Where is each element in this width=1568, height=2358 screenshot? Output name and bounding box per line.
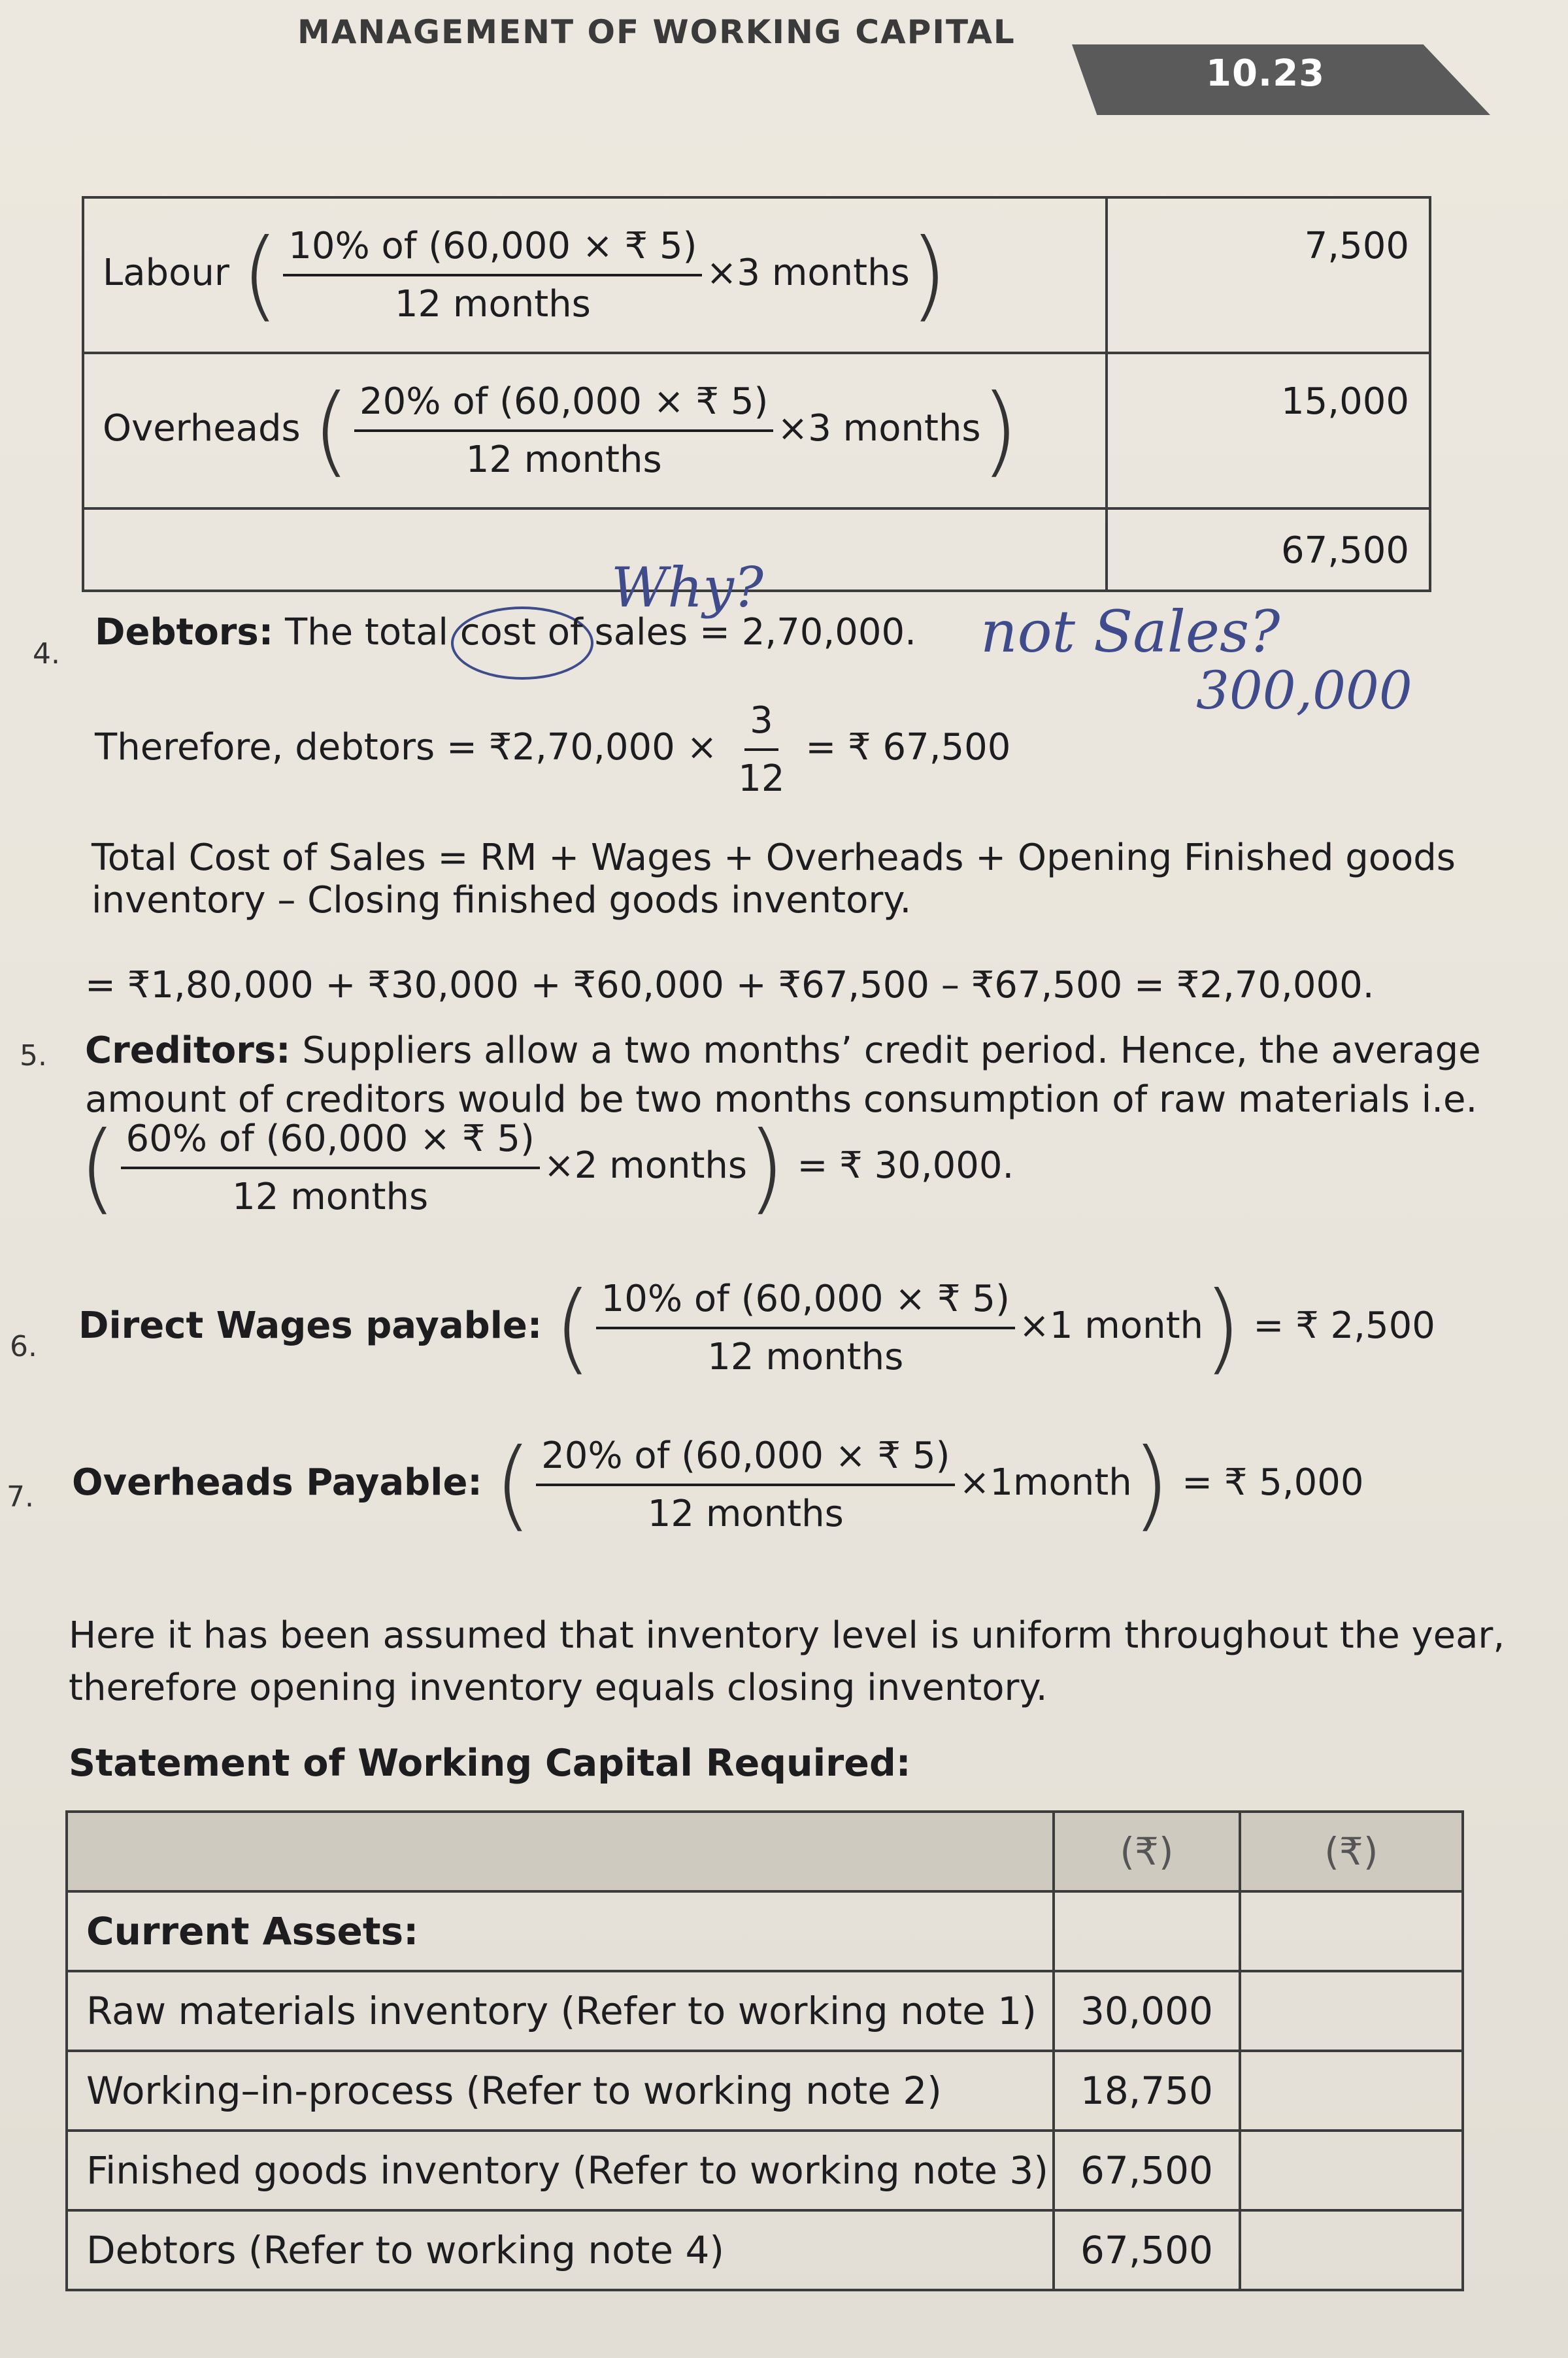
fraction-numerator: 20% of (60,000 × ₹ 5) [354, 380, 773, 432]
row-label: Finished goods inventory (Refer to working note 3) [67, 2131, 1054, 2210]
handwritten-not-sales: not Sales? [980, 598, 1280, 665]
item-number: 4. [33, 637, 60, 671]
section-heading: Current Assets: [86, 1909, 419, 1953]
fraction-denominator: 12 months [707, 1336, 904, 1378]
empty-cell [1240, 2210, 1463, 2290]
calc-prefix: Therefore, debtors = ₹2,70,000 × [95, 726, 718, 769]
page-number: 10.23 [1206, 52, 1326, 95]
column-header: (₹) [1054, 1812, 1240, 1891]
open-paren: ( [554, 1271, 592, 1385]
note-text: The total cost of sales = 2,70,000. [284, 611, 916, 654]
note-5-line-2: amount of creditors would be two months consumption of raw materials i.e. [85, 1078, 1478, 1121]
running-header-title: MANAGEMENT OF WORKING CAPITAL [297, 13, 1016, 51]
table-section-row [67, 1891, 1463, 1971]
column-header: (₹) [1240, 1812, 1463, 1891]
fraction [536, 1435, 955, 1535]
row-label: Raw materials inventory (Refer to working note 1) [67, 1971, 1054, 2051]
note-5-line-1 [85, 1029, 1481, 1072]
statement-table [65, 1810, 1464, 2291]
row-label-cell [83, 197, 1107, 353]
fraction-numerator: 20% of (60,000 × ₹ 5) [536, 1435, 955, 1486]
note-heading: Overheads Payable: [72, 1461, 482, 1504]
multiplier: ×3 months [706, 252, 910, 295]
open-paren: ( [493, 1428, 533, 1542]
empty-cell [1240, 1971, 1463, 2051]
table-row [67, 2131, 1463, 2210]
table-row [67, 2210, 1463, 2290]
table-row [83, 353, 1430, 508]
fraction-denominator: 12 months [394, 283, 591, 325]
row-amount: 67,500 [1054, 2131, 1240, 2210]
fraction-numerator: 10% of (60,000 × ₹ 5) [596, 1278, 1015, 1329]
formula-result: = ₹ 5,000 [1182, 1461, 1364, 1504]
multiplier: ×1 month [1018, 1304, 1204, 1348]
table-row [67, 1971, 1463, 2051]
note-heading: Direct Wages payable: [78, 1304, 542, 1348]
row-label: Labour [103, 252, 229, 295]
row-label: Overheads [103, 407, 301, 450]
fraction-denominator: 12 [738, 757, 785, 800]
item-number: 5. [20, 1039, 47, 1072]
empty-cell [1240, 2131, 1463, 2210]
row-amount: 7,500 [1107, 197, 1430, 353]
close-paren: ) [1131, 1428, 1171, 1542]
fraction-denominator: 12 months [232, 1176, 429, 1218]
fraction [354, 380, 773, 481]
fraction [121, 1118, 540, 1218]
cost-of-sales-line-2: inventory – Closing finished goods inventory. [92, 879, 912, 922]
item-number: 7. [7, 1480, 34, 1514]
close-paren: ) [1203, 1271, 1242, 1385]
handwritten-why: Why? [611, 556, 763, 620]
note-heading: Debtors: [95, 611, 274, 654]
cost-of-sales-line-1: Total Cost of Sales = RM + Wages + Overheads + Opening Finished goods [92, 837, 1456, 879]
direct-wages-formula [78, 1271, 1435, 1385]
fraction [283, 225, 702, 325]
item-number: 6. [10, 1330, 37, 1363]
multiplier: ×1month [959, 1461, 1132, 1504]
fraction-numerator: 60% of (60,000 × ₹ 5) [121, 1118, 540, 1169]
row-label: Working–in-process (Refer to working note 2) [67, 2051, 1054, 2131]
section-label [67, 1891, 1054, 1971]
table-row [67, 2051, 1463, 2131]
fraction-numerator: 3 [744, 699, 778, 751]
working-note-3-table [82, 196, 1431, 592]
table-header-row [67, 1812, 1463, 1891]
fraction-denominator: 12 months [465, 439, 662, 481]
creditors-formula [78, 1111, 1014, 1225]
empty-cell [1054, 1891, 1240, 1971]
multiplier: ×2 months [543, 1144, 748, 1187]
fraction-numerator: 10% of (60,000 × ₹ 5) [283, 225, 702, 276]
overheads-payable-formula [72, 1428, 1364, 1542]
open-paren: ( [78, 1111, 117, 1225]
fraction [596, 1278, 1015, 1378]
fraction-denominator: 12 months [647, 1493, 844, 1535]
fraction [733, 699, 790, 800]
note-text: Suppliers allow a two months’ credit period. Hence, the average [302, 1029, 1481, 1072]
cost-of-sales-equation: = ₹1,80,000 + ₹30,000 + ₹60,000 + ₹67,500 – ₹67,500 = ₹2,70,000. [85, 964, 1375, 1006]
table-row [83, 197, 1430, 353]
empty-cell [83, 508, 1107, 591]
formula-result: = ₹ 2,500 [1253, 1304, 1435, 1348]
row-amount: 15,000 [1107, 353, 1430, 508]
calc-result: = ₹ 67,500 [805, 726, 1011, 769]
total-amount: 67,500 [1107, 508, 1430, 591]
row-amount: 18,750 [1054, 2051, 1240, 2131]
close-paren: ) [747, 1111, 786, 1225]
assumption-line-2: therefore opening inventory equals closing inventory. [69, 1667, 1048, 1709]
statement-title: Statement of Working Capital Required: [69, 1742, 911, 1785]
open-paren: ( [312, 374, 351, 488]
handwritten-figure: 300,000 [1196, 660, 1412, 721]
empty-cell [1240, 2051, 1463, 2131]
note-heading: Creditors: [85, 1029, 291, 1072]
close-paren: ) [909, 218, 948, 332]
empty-cell [1240, 1891, 1463, 1971]
note-4-line [95, 611, 916, 654]
header-cell [67, 1812, 1054, 1891]
row-label: Debtors (Refer to working note 4) [67, 2210, 1054, 2290]
assumption-line-1: Here it has been assumed that inventory level is uniform throughout the year, [69, 1614, 1505, 1657]
row-amount: 30,000 [1054, 1971, 1240, 2051]
close-paren: ) [980, 374, 1020, 488]
formula-result: = ₹ 30,000. [797, 1144, 1014, 1187]
open-paren: ( [241, 218, 280, 332]
row-amount: 67,500 [1054, 2210, 1240, 2290]
debtors-calculation [95, 699, 1010, 800]
multiplier: ×3 months [777, 407, 981, 450]
row-label-cell [83, 353, 1107, 508]
